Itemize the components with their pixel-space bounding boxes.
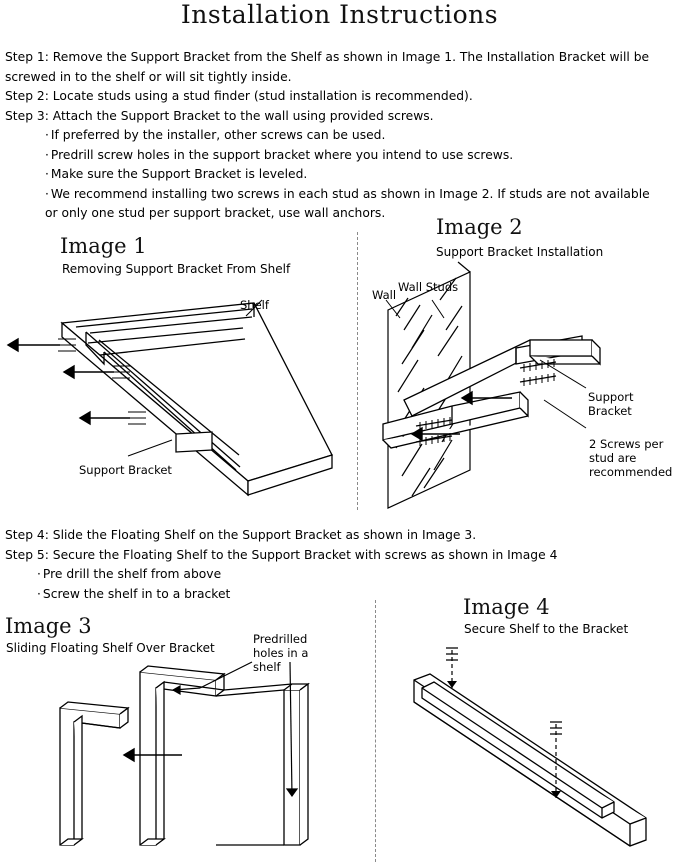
image2-callout-screws-note: 2 Screws per stud are recommended: [589, 437, 673, 479]
list-item: · Predrill screw holes in the support bracket where you intend to use screws.: [45, 146, 660, 166]
step-5-text: : Secure the Floating Shelf to the Support Bracket with screws as shown in Image 4: [44, 547, 558, 562]
step-3-text: : Attach the Support Bracket to the wall using provided screws.: [44, 108, 434, 123]
image2-callout-wall-studs: Wall Studs: [398, 280, 459, 294]
image4-subtitle: Secure Shelf to the Bracket: [464, 622, 629, 636]
image3-callout-predrilled: Predrilled holes in a shelf: [253, 632, 309, 674]
image1-callout-shelf: Shelf: [240, 298, 269, 312]
step-1-text: : Remove the Support Bracket from the Shelf as shown in Image 1. The Installation Bracket will be screwed in to the shelf or will sit tightly inside.: [5, 50, 650, 84]
list-item: · Make sure the Support Bracket is leveled.: [45, 165, 660, 185]
list-item: · We recommend installing two screws in each stud as shown in Image 2. If studs are not available or only one stud per support bracket, use wall anchors.: [45, 185, 660, 224]
step-2-label: Step 2: [5, 89, 45, 103]
image4-title: Image 4: [463, 595, 550, 619]
list-item: · Screw the shelf in to a bracket: [37, 585, 660, 605]
step-2-text: : Locate studs using a stud finder (stud installation is recommended).: [44, 89, 473, 103]
step-3-label: Step 3: [5, 108, 45, 123]
image2-callout-support-bracket: Support Bracket: [588, 390, 634, 418]
image3-subtitle: Sliding Floating Shelf Over Bracket: [6, 641, 215, 655]
step-5-label: Step 5: [5, 547, 45, 562]
image2-title: Image 2: [436, 215, 523, 239]
image2-callout-wall: Wall: [372, 288, 397, 302]
page-title: Installation Instructions: [180, 0, 499, 29]
step-4-label: Step 4: [5, 528, 45, 542]
list-item: · Pre drill the shelf from above: [37, 565, 660, 585]
image1-title: Image 1: [60, 234, 147, 258]
list-item: · If preferred by the installer, other screws can be used.: [45, 126, 660, 146]
image1-callout-support-bracket: Support Bracket: [79, 463, 172, 477]
step-1-label: Step 1: [5, 50, 45, 64]
image1-subtitle: Removing Support Bracket From Shelf: [62, 262, 291, 276]
image2-subtitle: Support Bracket Installation: [436, 245, 604, 259]
image3-title: Image 3: [5, 614, 92, 638]
step-4-text: : Slide the Floating Shelf on the Support Bracket as shown in Image 3.: [44, 528, 477, 542]
